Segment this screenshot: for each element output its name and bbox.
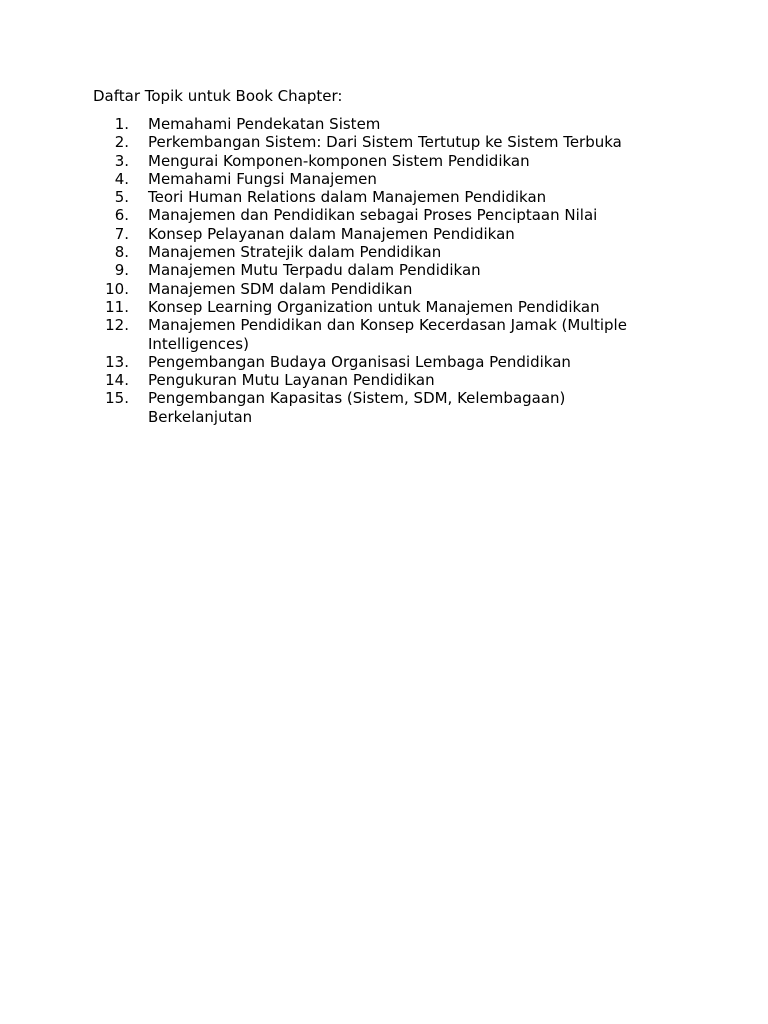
topic-number: 6. <box>114 206 129 225</box>
topic-item <box>93 316 653 353</box>
topic-number: 4. <box>114 169 129 188</box>
topic-text: Manajemen Pendidikan dan Konsep Kecerdasan Jamak (Multiple Intelligences) <box>148 316 627 353</box>
topic-text: Perkembangan Sistem: Dari Sistem Tertutup ke Sistem Terbuka <box>148 133 622 152</box>
topic-text: Pengembangan Budaya Organisasi Lembaga Pendidikan <box>148 352 571 371</box>
topic-item <box>93 280 653 298</box>
topic-text: Pengukuran Mutu Layanan Pendidikan <box>148 371 435 390</box>
topic-number: 8. <box>114 243 129 262</box>
topic-item <box>93 225 653 243</box>
topic-item <box>93 133 653 151</box>
topic-number: 5. <box>114 188 129 207</box>
topic-item <box>93 298 653 316</box>
topic-number: 1. <box>114 115 129 133</box>
topic-number: 12. <box>105 316 129 335</box>
topic-item <box>93 353 653 371</box>
topic-number: 3. <box>114 151 129 170</box>
topic-number: 7. <box>114 224 129 243</box>
topic-number: 10. <box>105 279 129 298</box>
topic-item <box>93 115 653 133</box>
document-heading: Daftar Topik untuk Book Chapter: <box>93 87 343 105</box>
topic-number: 14. <box>105 371 129 390</box>
topic-item <box>93 152 653 170</box>
topic-item <box>93 389 653 426</box>
topic-text: Manajemen Stratejik dalam Pendidikan <box>148 243 442 262</box>
topic-text: Pengembangan Kapasitas (Sistem, SDM, Kelembagaan) Berkelanjutan <box>148 389 566 426</box>
topic-text: Manajemen Mutu Terpadu dalam Pendidikan <box>148 261 481 280</box>
topic-text: Konsep Pelayanan dalam Manajemen Pendidikan <box>148 224 515 243</box>
topic-item <box>93 371 653 389</box>
topic-number: 13. <box>105 352 129 371</box>
topic-text: Teori Human Relations dalam Manajemen Pendidikan <box>148 188 547 207</box>
topic-item <box>93 170 653 188</box>
topic-list <box>93 115 653 426</box>
topic-item <box>93 206 653 224</box>
topic-item <box>93 261 653 279</box>
topic-item <box>93 188 653 206</box>
topic-number: 15. <box>105 389 129 408</box>
topic-text: Konsep Learning Organization untuk Manajemen Pendidikan <box>148 297 600 316</box>
topic-number: 2. <box>114 133 129 152</box>
topic-text: Mengurai Komponen-komponen Sistem Pendidikan <box>148 151 530 170</box>
topic-text: Memahami Fungsi Manajemen <box>148 169 377 188</box>
topic-text: Memahami Pendekatan Sistem <box>148 115 381 133</box>
topic-number: 9. <box>114 261 129 280</box>
topic-text: Manajemen dan Pendidikan sebagai Proses Penciptaan Nilai <box>148 206 598 225</box>
topic-item <box>93 243 653 261</box>
topic-number: 11. <box>105 297 129 316</box>
topic-text: Manajemen SDM dalam Pendidikan <box>148 279 413 298</box>
